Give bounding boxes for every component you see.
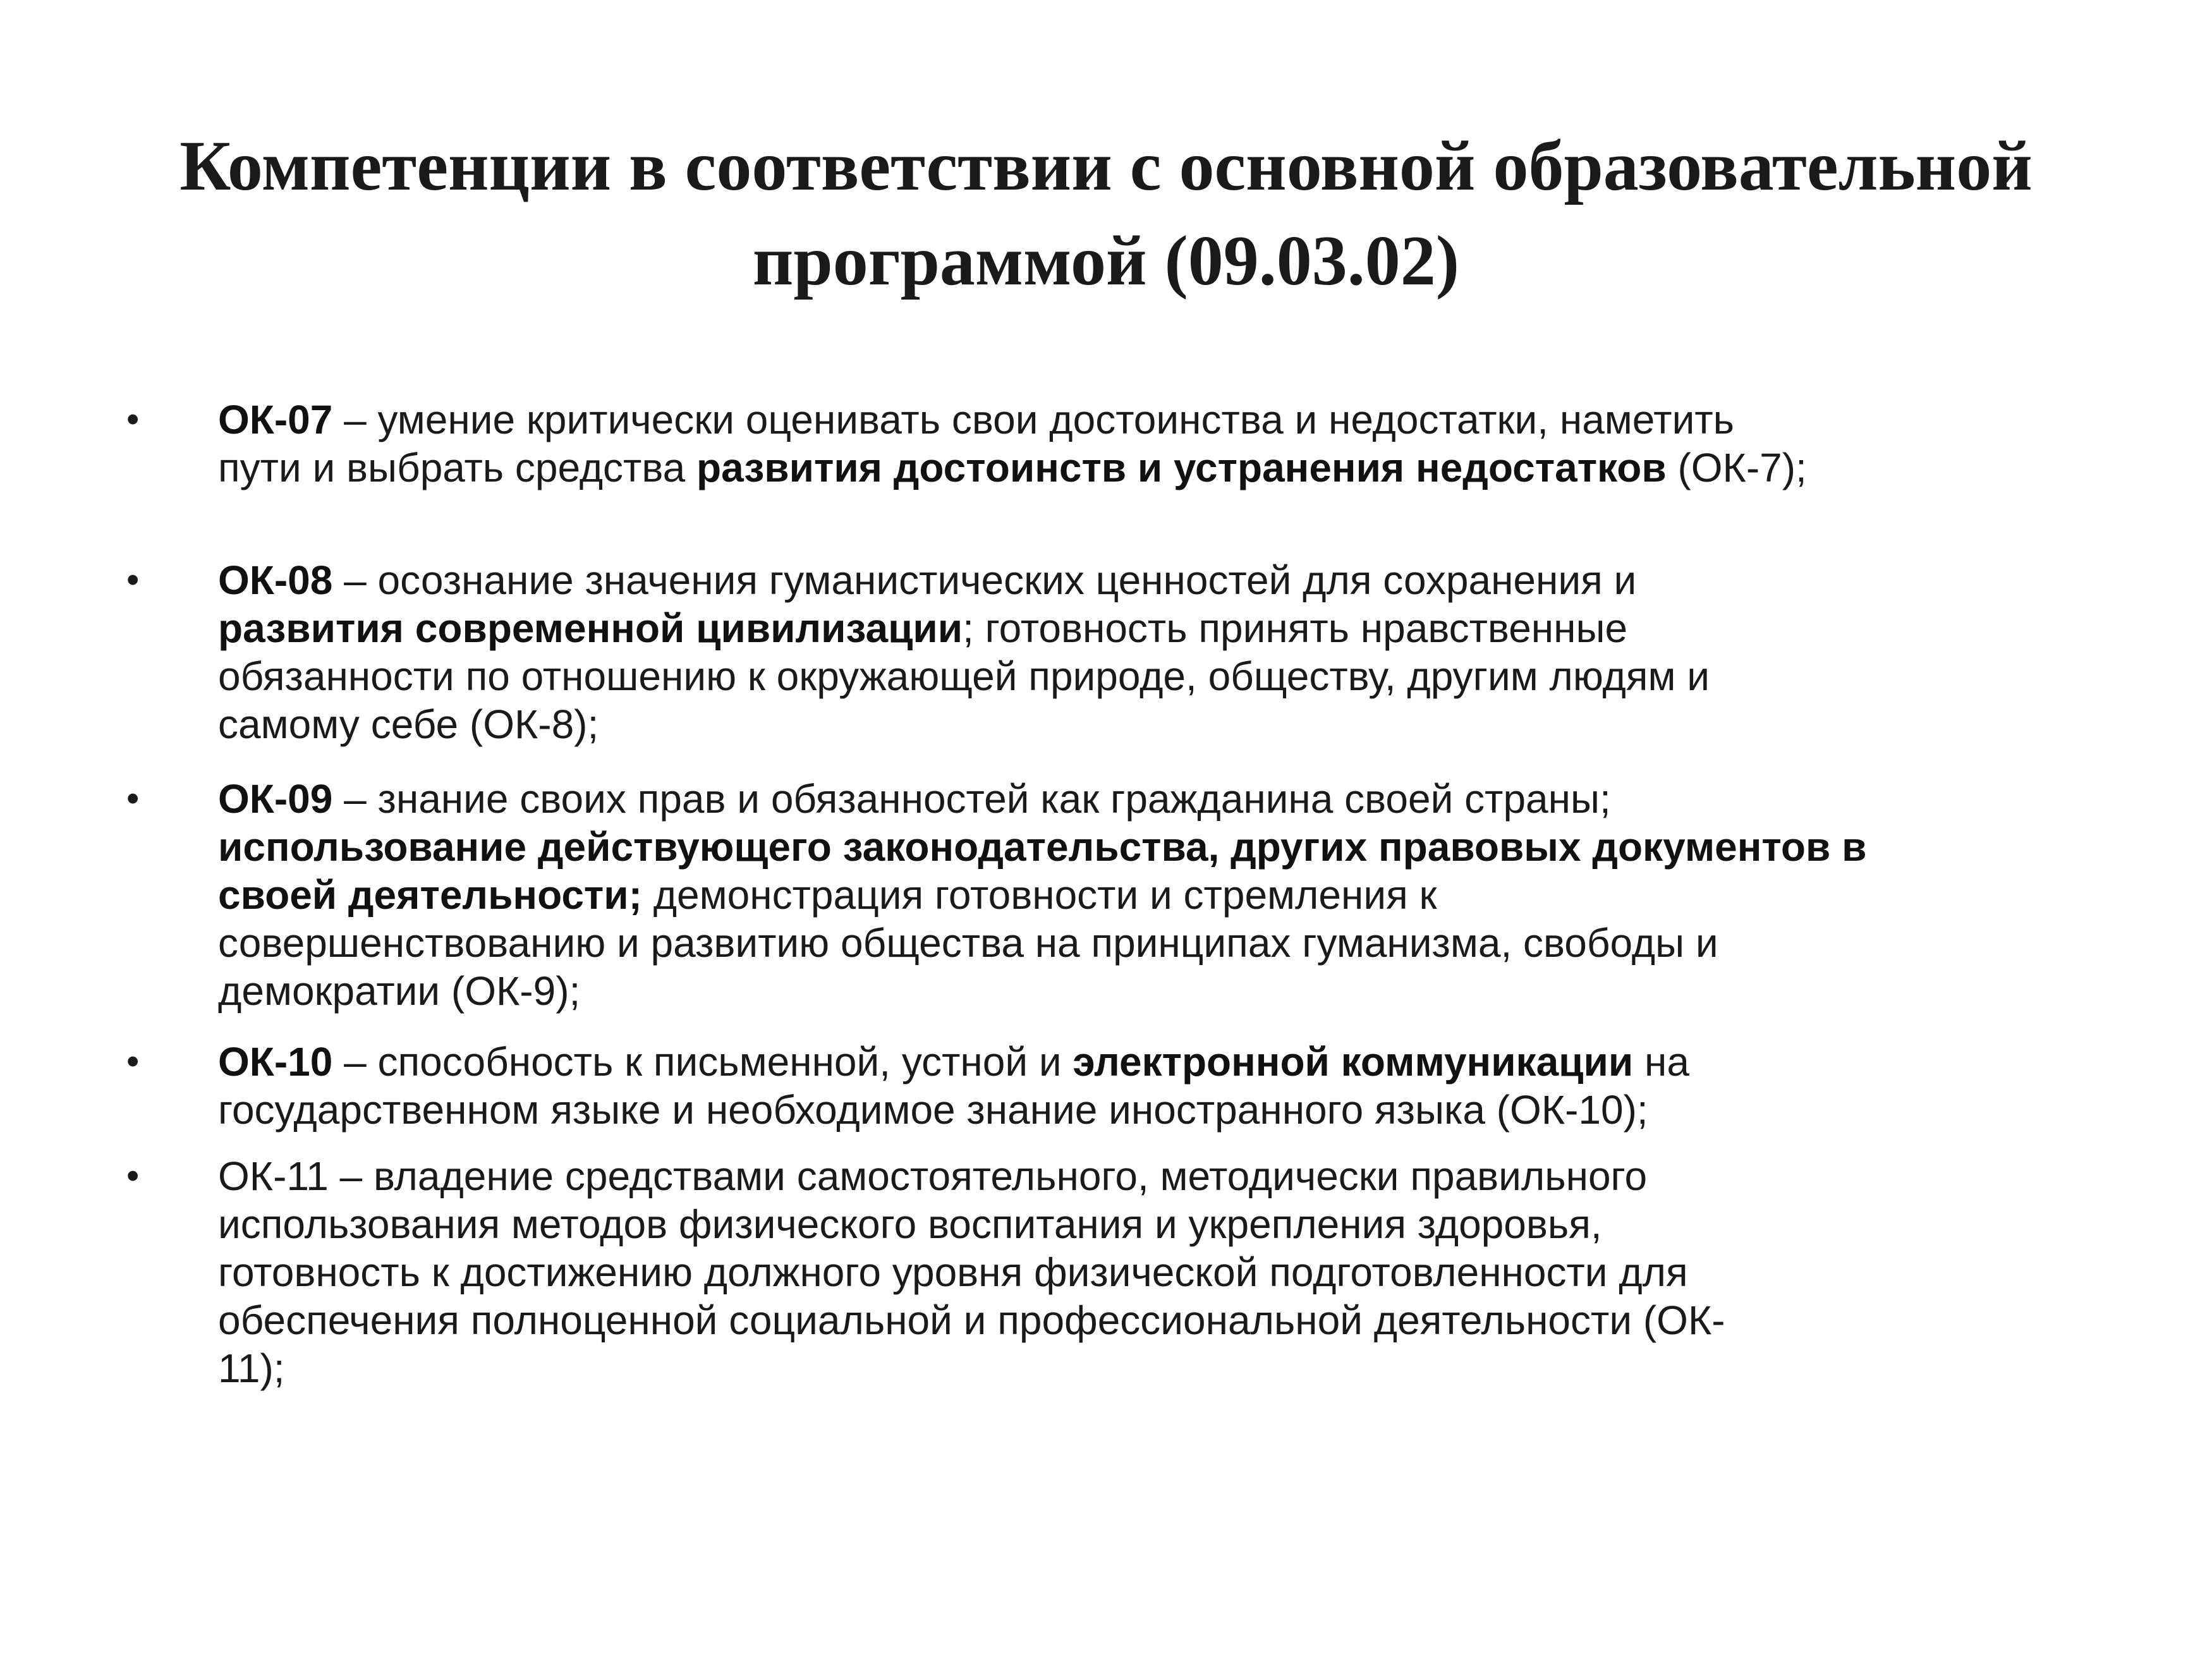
- text-line: [218, 1200, 2114, 1248]
- bold-text-run: ОК-08: [218, 557, 333, 603]
- bold-text-run: своей деятельности;: [218, 872, 642, 918]
- text-run: демократии (ОК-9);: [218, 968, 581, 1014]
- text-line: [218, 1248, 2114, 1296]
- competency-text: [218, 775, 2114, 1015]
- text-line: [218, 823, 2114, 871]
- text-line: [218, 967, 2114, 1015]
- bold-text-run: ОК-07: [218, 397, 333, 442]
- text-line: [218, 919, 2114, 967]
- text-run: государственном языке и необходимое знание иностранного языка (ОК-10);: [218, 1087, 1648, 1133]
- bold-text-run: электронной коммуникации: [1073, 1039, 1634, 1085]
- text-run: демонстрация готовности и стремления к: [641, 872, 1437, 918]
- text-run: на: [1633, 1039, 1689, 1085]
- text-run: обеспечения полноценной социальной и профессиональной деятельности (ОК-: [218, 1297, 1725, 1343]
- bullet-marker: •: [126, 778, 140, 819]
- slide-title-line-2: программой (09.03.02): [752, 222, 1460, 300]
- competency-text: [218, 396, 2114, 492]
- text-run: ОК-11 – владение средствами самостоятельного, методически правильного: [218, 1153, 1648, 1199]
- bold-text-run: ОК-09: [218, 776, 333, 822]
- bold-text-run: использование действующего законодательства, других правовых документов в: [218, 824, 1867, 870]
- text-line: [218, 556, 2114, 604]
- text-run: готовность к достижению должного уровня физической подготовленности для: [218, 1249, 1688, 1295]
- text-run: самому себе (ОК-8);: [218, 702, 599, 747]
- bullet-marker: •: [126, 399, 140, 440]
- text-run: использования методов физического воспитания и укрепления здоровья,: [218, 1201, 1602, 1247]
- text-line: [218, 1086, 2114, 1134]
- bullet-marker: •: [126, 1041, 140, 1082]
- text-line: [218, 775, 2114, 823]
- text-line: [218, 1296, 2114, 1344]
- bold-text-run: ОК-10: [218, 1039, 333, 1085]
- text-line: [218, 1344, 2114, 1392]
- competency-text: [218, 556, 2114, 748]
- text-run: совершенствованию и развитию общества на принципах гуманизма, свободы и: [218, 920, 1718, 966]
- bullet-marker: •: [126, 1155, 140, 1196]
- text-line: [218, 1038, 2114, 1086]
- bold-text-run: развития достоинств и устранения недостатков: [696, 445, 1667, 490]
- text-run: – способность к письменной, устной и: [332, 1039, 1073, 1085]
- slide-title-line-1: Компетенции в соответствии с основной образовательной: [179, 127, 2033, 205]
- text-run: – умение критически оценивать свои достоинства и недостатки, наметить: [332, 397, 1734, 442]
- text-run: 11);: [218, 1346, 285, 1391]
- text-run: пути и выбрать средства: [218, 445, 696, 490]
- text-line: [218, 1152, 2114, 1200]
- text-run: ; готовность принять нравственные: [963, 605, 1628, 651]
- text-run: (ОК-7);: [1666, 445, 1807, 490]
- text-run: – знание своих прав и обязанностей как гражданина своей страны;: [332, 776, 1611, 822]
- text-line: [218, 604, 2114, 652]
- bold-text-run: развития современной цивилизации: [218, 605, 963, 651]
- text-run: – осознание значения гуманистических ценностей для сохранения и: [332, 557, 1637, 603]
- text-line: [218, 396, 2114, 444]
- competency-text: [218, 1152, 2114, 1392]
- text-line: [218, 444, 2114, 492]
- text-run: обязанности по отношению к окружающей природе, обществу, другим людям и: [218, 653, 1710, 699]
- text-line: [218, 871, 2114, 919]
- bullet-marker: •: [126, 559, 140, 600]
- text-line: [218, 700, 2114, 748]
- competency-text: [218, 1038, 2114, 1134]
- text-line: [218, 652, 2114, 700]
